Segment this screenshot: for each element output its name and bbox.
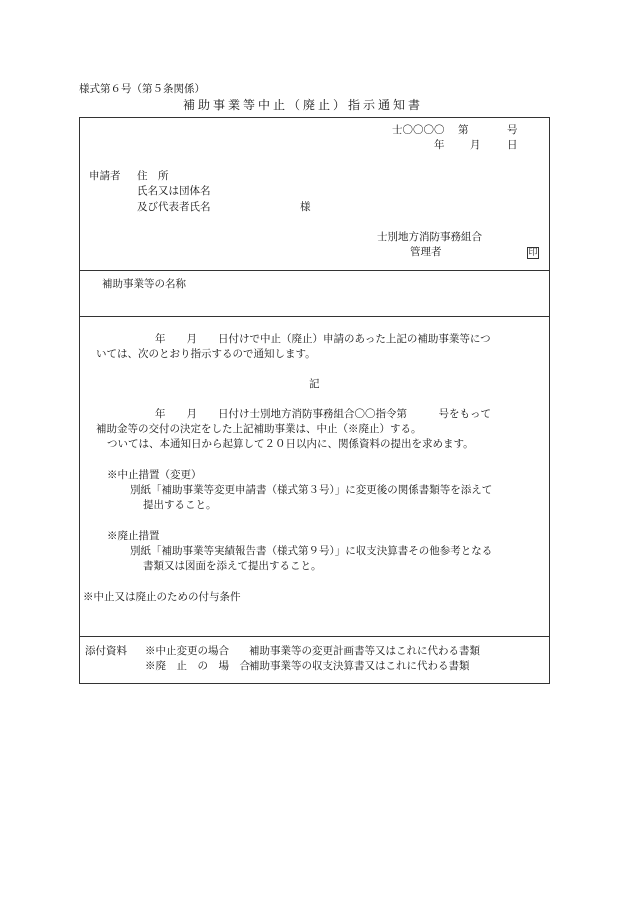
issuer-title: 管理者: [410, 246, 442, 258]
issuer-organization: 士別地方消防事務組合: [377, 231, 482, 243]
abolish-instruction: 別紙「補助事業等実績報告書（様式第９号）」に収支決算書その他参考となる: [130, 545, 493, 557]
representative-label: 及び代表者氏名: [137, 201, 211, 213]
date-year: 年: [434, 139, 445, 151]
doc-number-prefix: 士〇〇〇〇: [392, 124, 445, 136]
address-label: 住 所: [137, 170, 169, 182]
attachment-case: ※中止変更の場合: [145, 645, 229, 657]
divider: [80, 636, 549, 637]
suspend-instruction: 提出すること。: [143, 499, 217, 511]
body-paragraph-line: いては、次のとおり指示するので通知します。: [96, 348, 316, 360]
attachment-document: 補助事業等の変更計画書等又はこれに代わる書類: [249, 645, 480, 657]
name-label: 氏名又は団体名: [137, 185, 211, 197]
ki-heading: 記: [309, 378, 320, 390]
project-name-label: 補助事業等の名称: [102, 278, 186, 290]
abolish-instruction: 書類又は図面を添えて提出すること。: [143, 560, 322, 572]
applicant-label: 申請者: [89, 170, 121, 182]
attachment-document: 補助事業等の収支決算書又はこれに代わる書類: [249, 660, 470, 672]
suspend-heading: ※中止措置（変更）: [107, 469, 202, 481]
form-number: 様式第６号（第５条関係）: [79, 83, 205, 95]
date-day: 日: [507, 139, 518, 151]
body-paragraph-line: 年 月 日付けで中止（廃止）申請のあった上記の補助事業等につ: [155, 333, 491, 345]
doc-number-go: 号: [507, 124, 518, 136]
divider: [80, 316, 549, 317]
conditions-label: ※中止又は廃止のための付与条件: [83, 591, 241, 603]
divider: [80, 270, 549, 271]
attachments-label: 添付資料: [85, 645, 127, 657]
body-paragraph-line: 補助金等の交付の決定をした上記補助事業は、中止（※廃止）する。: [96, 423, 422, 435]
attachment-case: ※廃 止 の 場 合: [145, 660, 250, 672]
doc-number-dai: 第: [458, 124, 469, 136]
document-title: 補助事業等中止（廃止）指示通知書: [183, 98, 424, 112]
seal-mark: 印: [528, 248, 538, 258]
abolish-heading: ※廃止措置: [107, 530, 160, 542]
honorific: 様: [300, 201, 311, 213]
suspend-instruction: 別紙「補助事業等変更申請書（様式第３号）」に変更後の関係書類等を添えて: [130, 484, 493, 496]
date-month: 月: [470, 139, 481, 151]
body-paragraph-line: ついては、本通知日から起算して２０日以内に、関係資料の提出を求めます。: [107, 438, 474, 450]
body-paragraph-line: 年 月 日付け士別地方消防事務組合〇〇指令第 号をもって: [155, 408, 491, 420]
